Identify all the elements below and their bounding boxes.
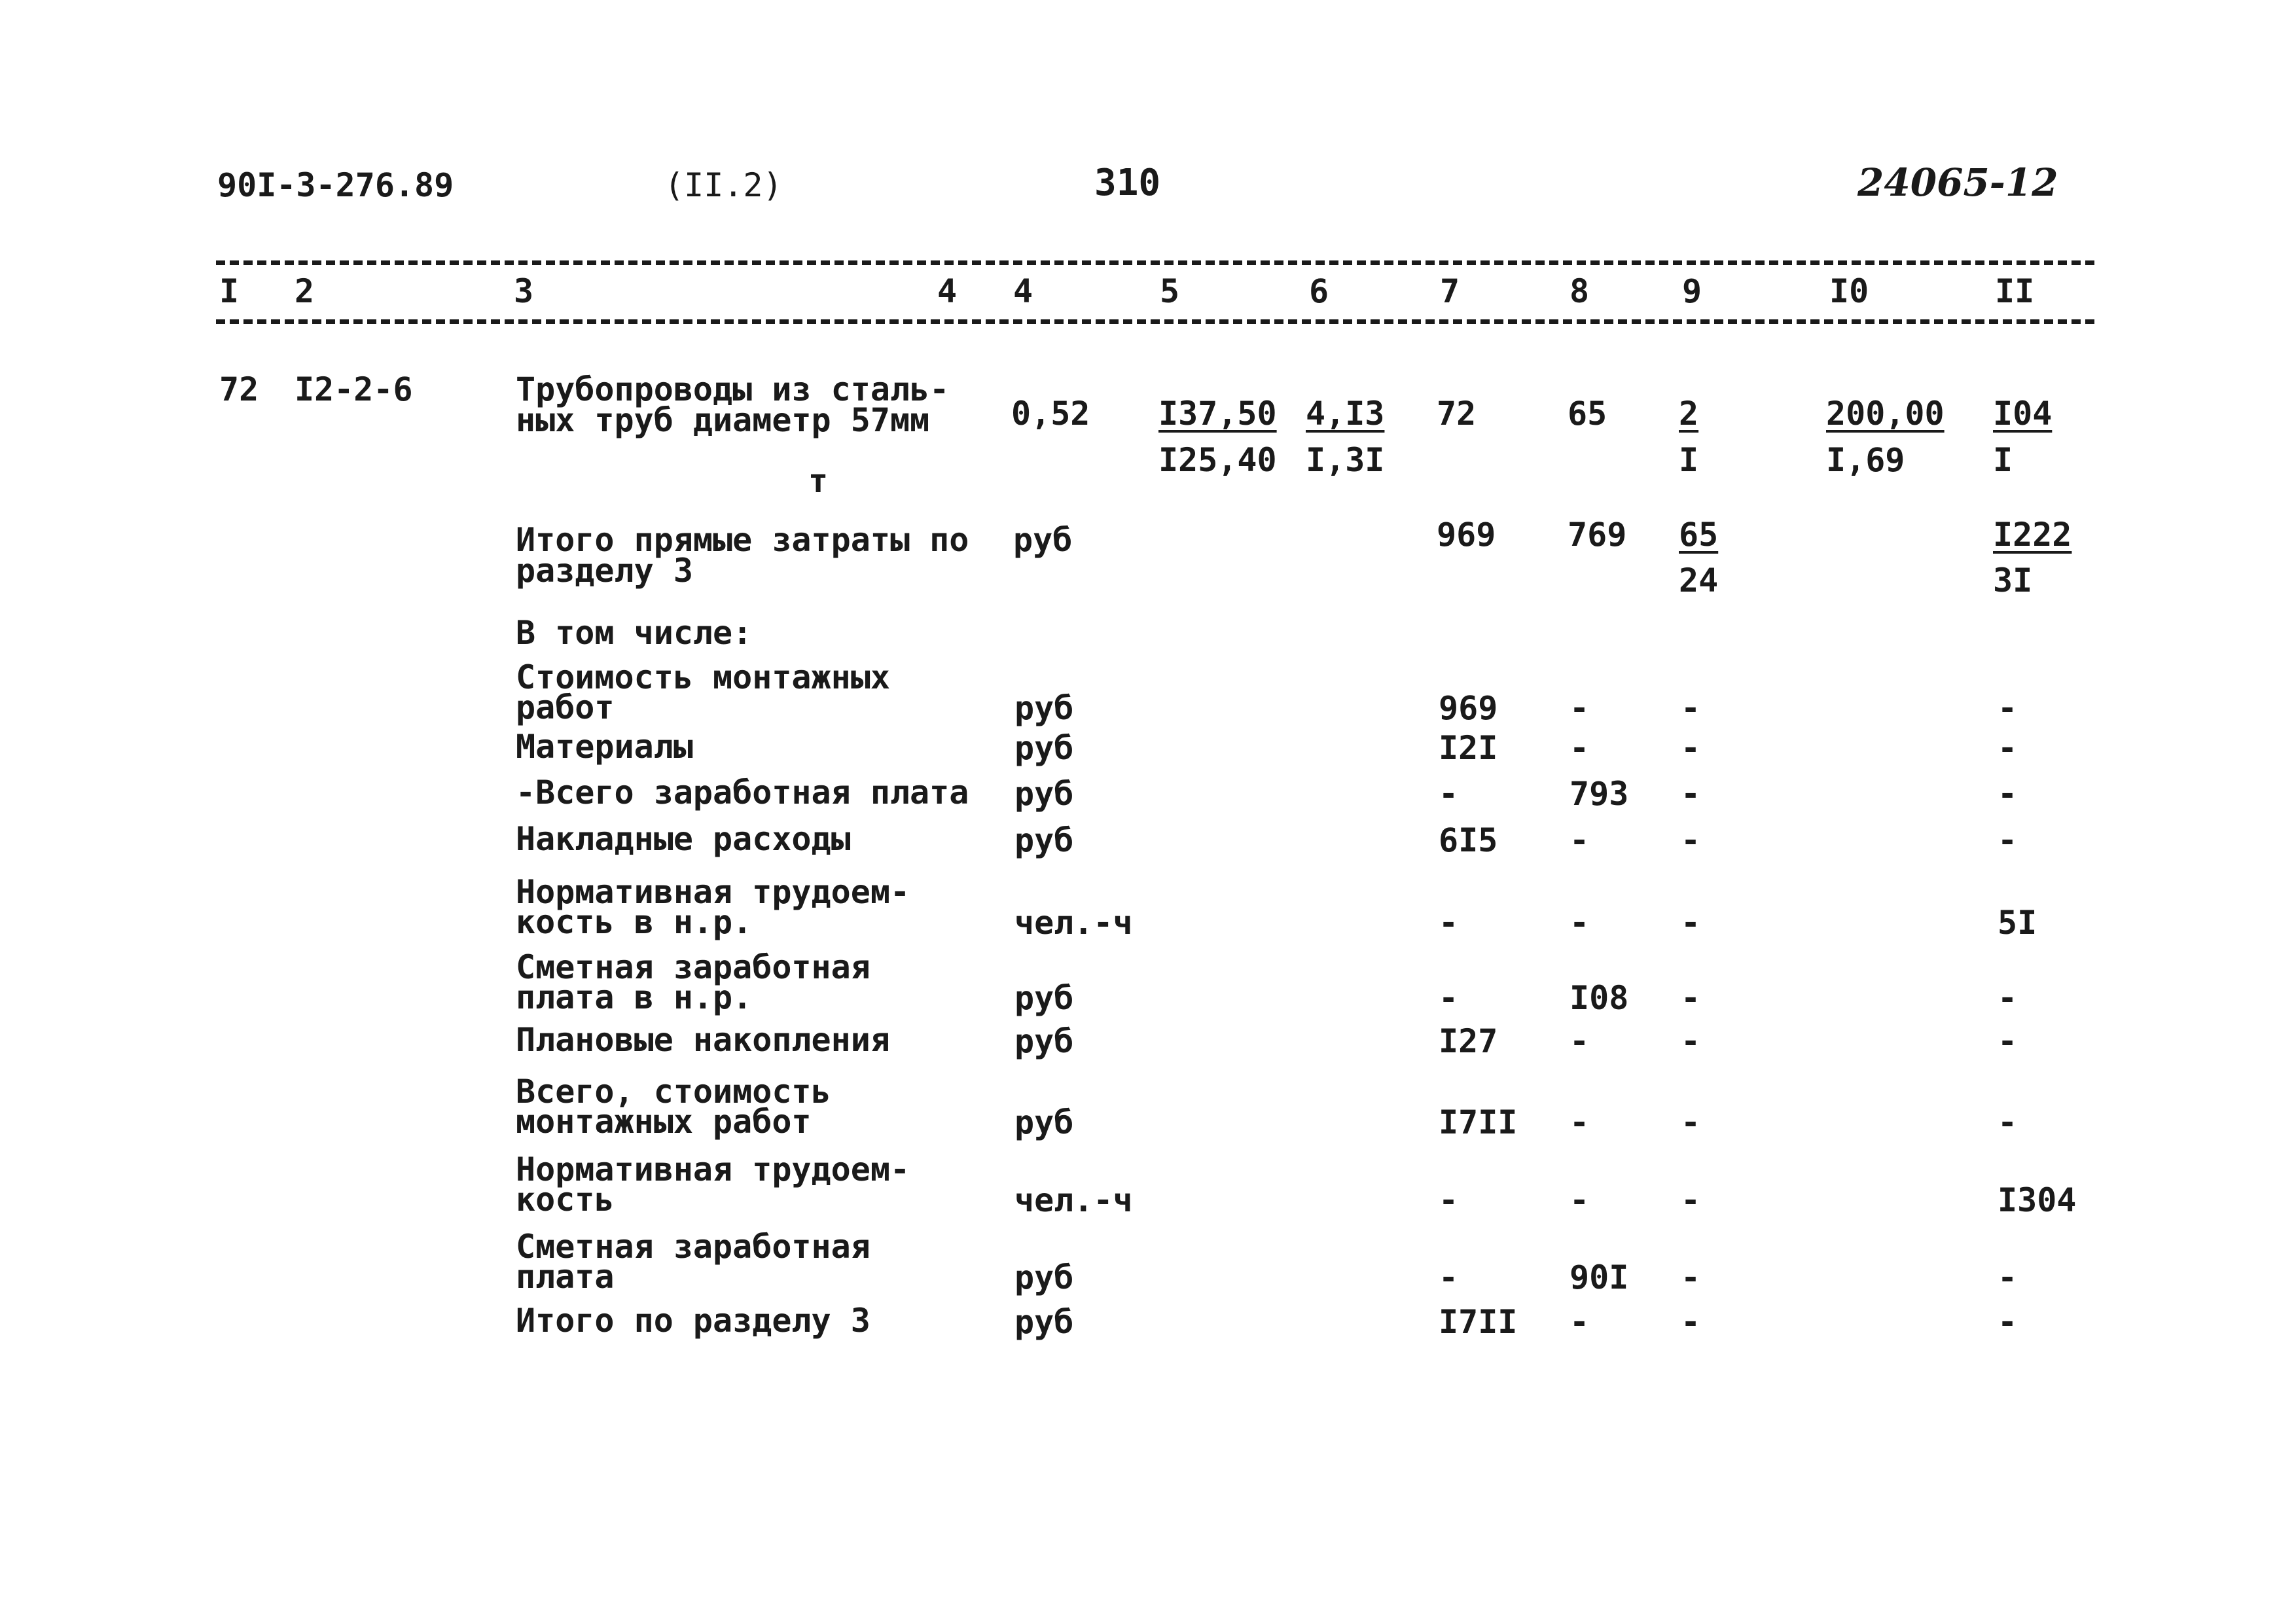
total-direct-label-line1: Итого прямые затраты по (516, 521, 969, 559)
row-col7: I2I (1439, 729, 1498, 767)
column-header-10: I0 (1829, 272, 1869, 310)
column-header-4: 4 (1013, 272, 1033, 310)
row-col9: - (1681, 689, 1701, 727)
row-col7: I27 (1439, 1022, 1498, 1060)
row-unit: руб (1014, 1303, 1074, 1341)
row-col9: - (1681, 729, 1701, 767)
row-label: Сметная заработная плата (516, 1228, 870, 1296)
header-rule-bottom (216, 319, 2094, 324)
row-col8: - (1570, 1303, 1590, 1341)
row-col8: - (1570, 689, 1590, 727)
row-col9: - (1681, 904, 1701, 942)
item-col10-bottom: I,69 (1826, 441, 1905, 479)
row-col7: 6I5 (1439, 821, 1498, 859)
section-reference: (II.2) (664, 166, 783, 204)
row-col8: 793 (1570, 775, 1629, 813)
row-col9: - (1681, 1303, 1701, 1341)
row-label: Сметная заработная плата в н.р. (516, 948, 870, 1016)
row-col8: I08 (1570, 979, 1629, 1017)
row-col7: - (1439, 904, 1459, 942)
row-label: Итого по разделу 3 (516, 1302, 870, 1340)
column-header-6: 6 (1309, 272, 1329, 310)
item-code: I2-2-6 (295, 370, 413, 408)
including-label: В том числе: (516, 614, 753, 652)
item-number: 72 (219, 370, 259, 408)
row-unit: руб (1014, 1258, 1074, 1296)
total-direct-label-line2: разделу 3 (516, 552, 693, 590)
item-col10-top: 200,00 (1826, 395, 1945, 433)
item-col11-bottom: I (1993, 441, 2013, 479)
row-unit: руб (1014, 1022, 1074, 1060)
row-col9: - (1681, 821, 1701, 859)
total-direct-col7: 969 (1437, 516, 1496, 554)
row-label: Нормативная трудоем- кость в н.р. (516, 873, 910, 941)
row-col8: - (1570, 1022, 1590, 1060)
column-header-11: II (1995, 272, 2035, 310)
document-code: 90I-3-276.89 (217, 166, 454, 204)
total-direct-col9-bottom: 24 (1679, 562, 1719, 599)
archive-stamp: 24065-12 (1857, 160, 2058, 205)
item-col6-bottom: I,3I (1306, 441, 1385, 479)
column-header-5: 5 (1160, 272, 1180, 310)
column-header-3-end: 4 (937, 272, 958, 310)
row-unit: руб (1014, 729, 1074, 767)
row-col7: - (1439, 1258, 1459, 1296)
row-col11: - (1998, 729, 2018, 767)
row-col11: - (1998, 1303, 2018, 1341)
total-direct-col8: 769 (1568, 516, 1627, 554)
row-unit: руб (1014, 979, 1074, 1017)
row-col8: 90I (1570, 1258, 1629, 1296)
row-col11: - (1998, 821, 2018, 859)
row-col11: - (1998, 1022, 2018, 1060)
row-label: Нормативная трудоем- кость (516, 1150, 910, 1219)
row-col9: - (1681, 1258, 1701, 1296)
row-col8: - (1570, 904, 1590, 942)
item-col9-bottom: I (1679, 441, 1699, 479)
row-col7: - (1439, 775, 1459, 813)
item-description-line2: ных труб диаметр 57мм (516, 401, 930, 439)
column-header-1: I (219, 272, 240, 310)
item-col11-top: I04 (1993, 395, 2053, 433)
column-header-2: 2 (295, 272, 315, 310)
column-header-8: 8 (1570, 272, 1590, 310)
row-unit: чел.-ч (1014, 1181, 1133, 1219)
row-label: Материалы (516, 728, 693, 766)
row-col9: - (1681, 775, 1701, 813)
row-col11: - (1998, 775, 2018, 813)
column-header-7: 7 (1440, 272, 1460, 310)
row-col11: - (1998, 1103, 2018, 1141)
row-col9: - (1681, 1022, 1701, 1060)
row-col7: - (1439, 1181, 1459, 1219)
item-col8: 65 (1568, 395, 1607, 433)
item-quantity: 0,52 (1011, 395, 1090, 433)
item-col9-top: 2 (1679, 395, 1699, 433)
row-col8: - (1570, 1181, 1590, 1219)
row-col8: - (1570, 1103, 1590, 1141)
row-col7: - (1439, 979, 1459, 1017)
row-unit: руб (1014, 689, 1074, 727)
row-col11: - (1998, 1258, 2018, 1296)
total-direct-col11-top: I222 (1993, 516, 2072, 554)
row-label: Всего, стоимость монтажных работ (516, 1073, 831, 1141)
row-label: -Всего заработная плата (516, 774, 969, 812)
item-col7: 72 (1437, 395, 1477, 433)
header-rule-top (216, 260, 2094, 265)
item-unit: т (808, 462, 829, 500)
total-direct-col11-bottom: 3I (1993, 562, 2033, 599)
row-col11: - (1998, 979, 2018, 1017)
row-label: Плановые накопления (516, 1021, 890, 1059)
row-col7: I7II (1439, 1103, 1518, 1141)
row-label: Стоимость монтажных работ (516, 658, 890, 726)
row-unit: руб (1014, 821, 1074, 859)
page-number: 310 (1094, 162, 1161, 204)
row-unit: руб (1014, 1103, 1074, 1141)
row-col8: - (1570, 821, 1590, 859)
item-col5-bottom: I25,40 (1158, 441, 1277, 479)
column-header-3: 3 (514, 272, 534, 310)
row-col9: - (1681, 1181, 1701, 1219)
row-col7: 969 (1439, 689, 1498, 727)
item-description-line1: Трубопроводы из сталь- (516, 370, 950, 408)
row-col11: 5I (1998, 904, 2037, 942)
item-col6-top: 4,I3 (1306, 395, 1385, 433)
row-col8: - (1570, 729, 1590, 767)
total-direct-col9-top: 65 (1679, 516, 1719, 554)
row-col11: I304 (1998, 1181, 2077, 1219)
row-unit: руб (1014, 775, 1074, 813)
total-direct-unit: руб (1013, 521, 1073, 559)
item-col5-top: I37,50 (1158, 395, 1277, 433)
column-header-9: 9 (1682, 272, 1702, 310)
row-col9: - (1681, 1103, 1701, 1141)
row-col9: - (1681, 979, 1701, 1017)
row-label: Накладные расходы (516, 820, 851, 858)
row-col11: - (1998, 689, 2018, 727)
row-col7: I7II (1439, 1303, 1518, 1341)
row-unit: чел.-ч (1014, 904, 1133, 942)
